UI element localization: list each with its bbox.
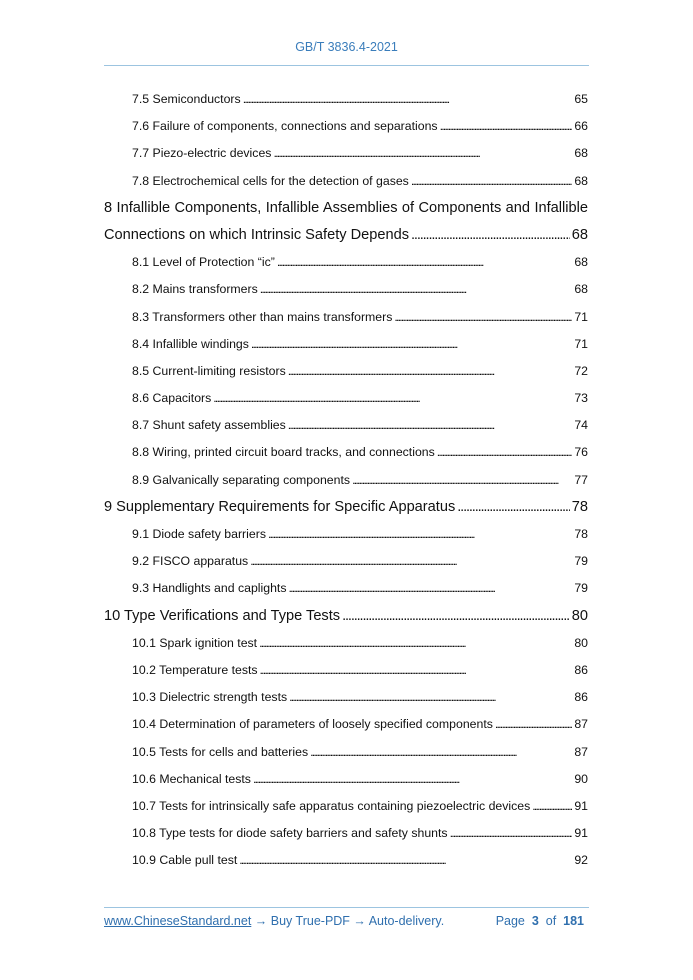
toc-label: 10.7 Tests for intrinsically safe apparatus containing piezoelectric devices [132,798,531,813]
toc-label: 7.8 Electrochemical cells for the detection of gases [132,173,409,188]
toc-page: 68 [571,226,588,243]
dot-leader [213,385,572,412]
dot-leader [495,711,572,738]
toc-page: 73 [574,391,588,406]
dot-leader [532,793,572,820]
toc-label: 10 Type Verifications and Type Tests [104,607,341,624]
toc-label: 8 Infallible Components, Infallible Assemblies of Components and Infallible [104,199,588,216]
toc-entry[interactable] [104,140,588,167]
toc-entry[interactable] [104,467,588,494]
toc-entry[interactable] [104,113,588,140]
toc-entry[interactable] [104,86,588,113]
toc-label: 8.4 Infallible windings [132,336,249,351]
toc-page: 80 [571,607,588,624]
page-indicator: Page 3 of 181 [495,914,584,928]
toc-page: 91 [574,798,588,813]
toc-section-10[interactable] [104,603,588,630]
toc-label: 10.5 Tests for cells and batteries [132,744,309,759]
footer-divider [104,907,589,908]
toc-entry[interactable] [104,711,588,738]
toc-label: 8.5 Current-limiting resistors [132,363,286,378]
toc-entry[interactable] [104,739,588,766]
toc-label: 8.8 Wiring, printed circuit board tracks, and connections [132,445,435,460]
dot-leader [288,358,573,385]
toc-page: 68 [574,173,588,188]
dot-leader [288,412,573,439]
toc-entry[interactable] [104,385,588,412]
toc-page: 68 [574,255,588,270]
header-divider [104,65,589,66]
dot-leader [289,575,573,602]
dot-leader [310,739,572,766]
dot-leader [273,140,572,167]
toc-label: 10.2 Temperature tests [132,662,258,677]
toc-label: 9 Supplementary Requirements for Specific Apparatus [104,498,456,515]
toc-label: 10.8 Type tests for diode safety barriers and safety shunts [132,826,448,841]
toc-page: 78 [574,527,588,541]
toc-label: 8.2 Mains transformers [132,282,258,297]
toc-page: 79 [574,554,588,569]
toc-page: 68 [574,282,588,297]
toc-page: 87 [574,717,588,732]
toc-label: 9.3 Handlights and caplights [132,581,287,596]
dot-leader [243,86,573,113]
table-of-contents [104,86,588,874]
footer [104,914,584,928]
toc-label: 7.5 Semiconductors [132,92,241,106]
dot-leader [260,276,573,303]
toc-entry[interactable] [104,439,588,466]
dot-leader [411,168,572,195]
dot-leader [457,494,570,521]
toc-entry[interactable] [104,575,588,602]
current-page: 3 [531,914,539,928]
toc-entry[interactable] [104,847,588,874]
toc-entry[interactable] [104,276,588,303]
toc-entry[interactable] [104,358,588,385]
website-link[interactable]: www.ChineseStandard.net [104,914,252,928]
total-pages: 181 [563,914,584,928]
dot-leader [437,439,573,466]
toc-page: 76 [574,445,588,460]
toc-page: 65 [574,92,588,106]
toc-label: 10.1 Spark ignition test [132,635,258,650]
toc-entry[interactable] [104,168,588,195]
toc-page: 74 [574,418,588,433]
toc-page: 71 [574,309,588,324]
dot-leader [411,222,570,249]
toc-label: 8.6 Capacitors [132,391,212,406]
dot-leader [394,304,572,331]
dot-leader [440,113,573,140]
toc-section-8-line1[interactable] [104,195,588,222]
toc-label: 10.6 Mechanical tests [132,771,251,786]
toc-page: 86 [574,690,588,705]
toc-entry[interactable] [104,412,588,439]
toc-entry[interactable] [104,249,588,276]
toc-label: 8.1 Level of Protection “ic” [132,255,275,270]
toc-label: 10.4 Determination of parameters of loosely specified components [132,717,493,732]
toc-entry[interactable] [104,766,588,793]
toc-entry[interactable] [104,521,588,548]
toc-page: 86 [574,662,588,677]
toc-page: 90 [574,771,588,786]
toc-page: 80 [574,635,588,650]
toc-entry[interactable] [104,684,588,711]
toc-page: 92 [574,853,588,868]
toc-page: 78 [571,498,588,515]
toc-page: 87 [574,744,588,759]
dot-leader [352,467,572,494]
header-title: GB/T 3836.4-2021 [295,40,398,54]
toc-entry[interactable] [104,820,588,847]
toc-label: 8.3 Transformers other than mains transformers [132,309,393,324]
dot-leader [268,521,572,548]
toc-page: 71 [574,336,588,351]
toc-label: 8.7 Shunt safety assemblies [132,418,286,433]
toc-page: 77 [574,472,588,487]
toc-page: 72 [574,363,588,378]
toc-label: Connections on which Intrinsic Safety Depends [104,226,410,243]
dot-leader [253,766,572,793]
toc-entry[interactable] [104,548,588,575]
toc-entry[interactable] [104,657,588,684]
toc-label: 10.3 Dielectric strength tests [132,690,288,705]
dot-leader [259,630,572,657]
toc-page: 79 [574,581,588,596]
toc-page: 68 [574,146,588,161]
toc-label: 9.1 Diode safety barriers [132,527,266,541]
dot-leader [250,548,572,575]
dot-leader [450,820,573,847]
toc-section-8[interactable] [104,222,588,249]
dot-leader [289,684,572,711]
dot-leader [260,657,573,684]
toc-label: 7.7 Piezo-electric devices [132,146,272,161]
dot-leader [239,847,572,874]
toc-entry[interactable] [104,304,588,331]
dot-leader [277,249,572,276]
toc-page: 91 [574,826,588,841]
toc-entry[interactable] [104,630,588,657]
dot-leader [342,603,570,630]
toc-label: 7.6 Failure of components, connections and separations [132,119,438,134]
toc-section-9[interactable] [104,494,588,521]
toc-page: 66 [574,119,588,134]
dot-leader [251,331,572,358]
toc-entry[interactable] [104,331,588,358]
toc-label: 9.2 FISCO apparatus [132,554,249,569]
toc-label: 8.9 Galvanically separating components [132,472,351,487]
toc-entry[interactable] [104,793,588,820]
toc-label: 10.9 Cable pull test [132,853,238,868]
footer-text: → Buy True-PDF → Auto-delivery. [251,914,445,928]
